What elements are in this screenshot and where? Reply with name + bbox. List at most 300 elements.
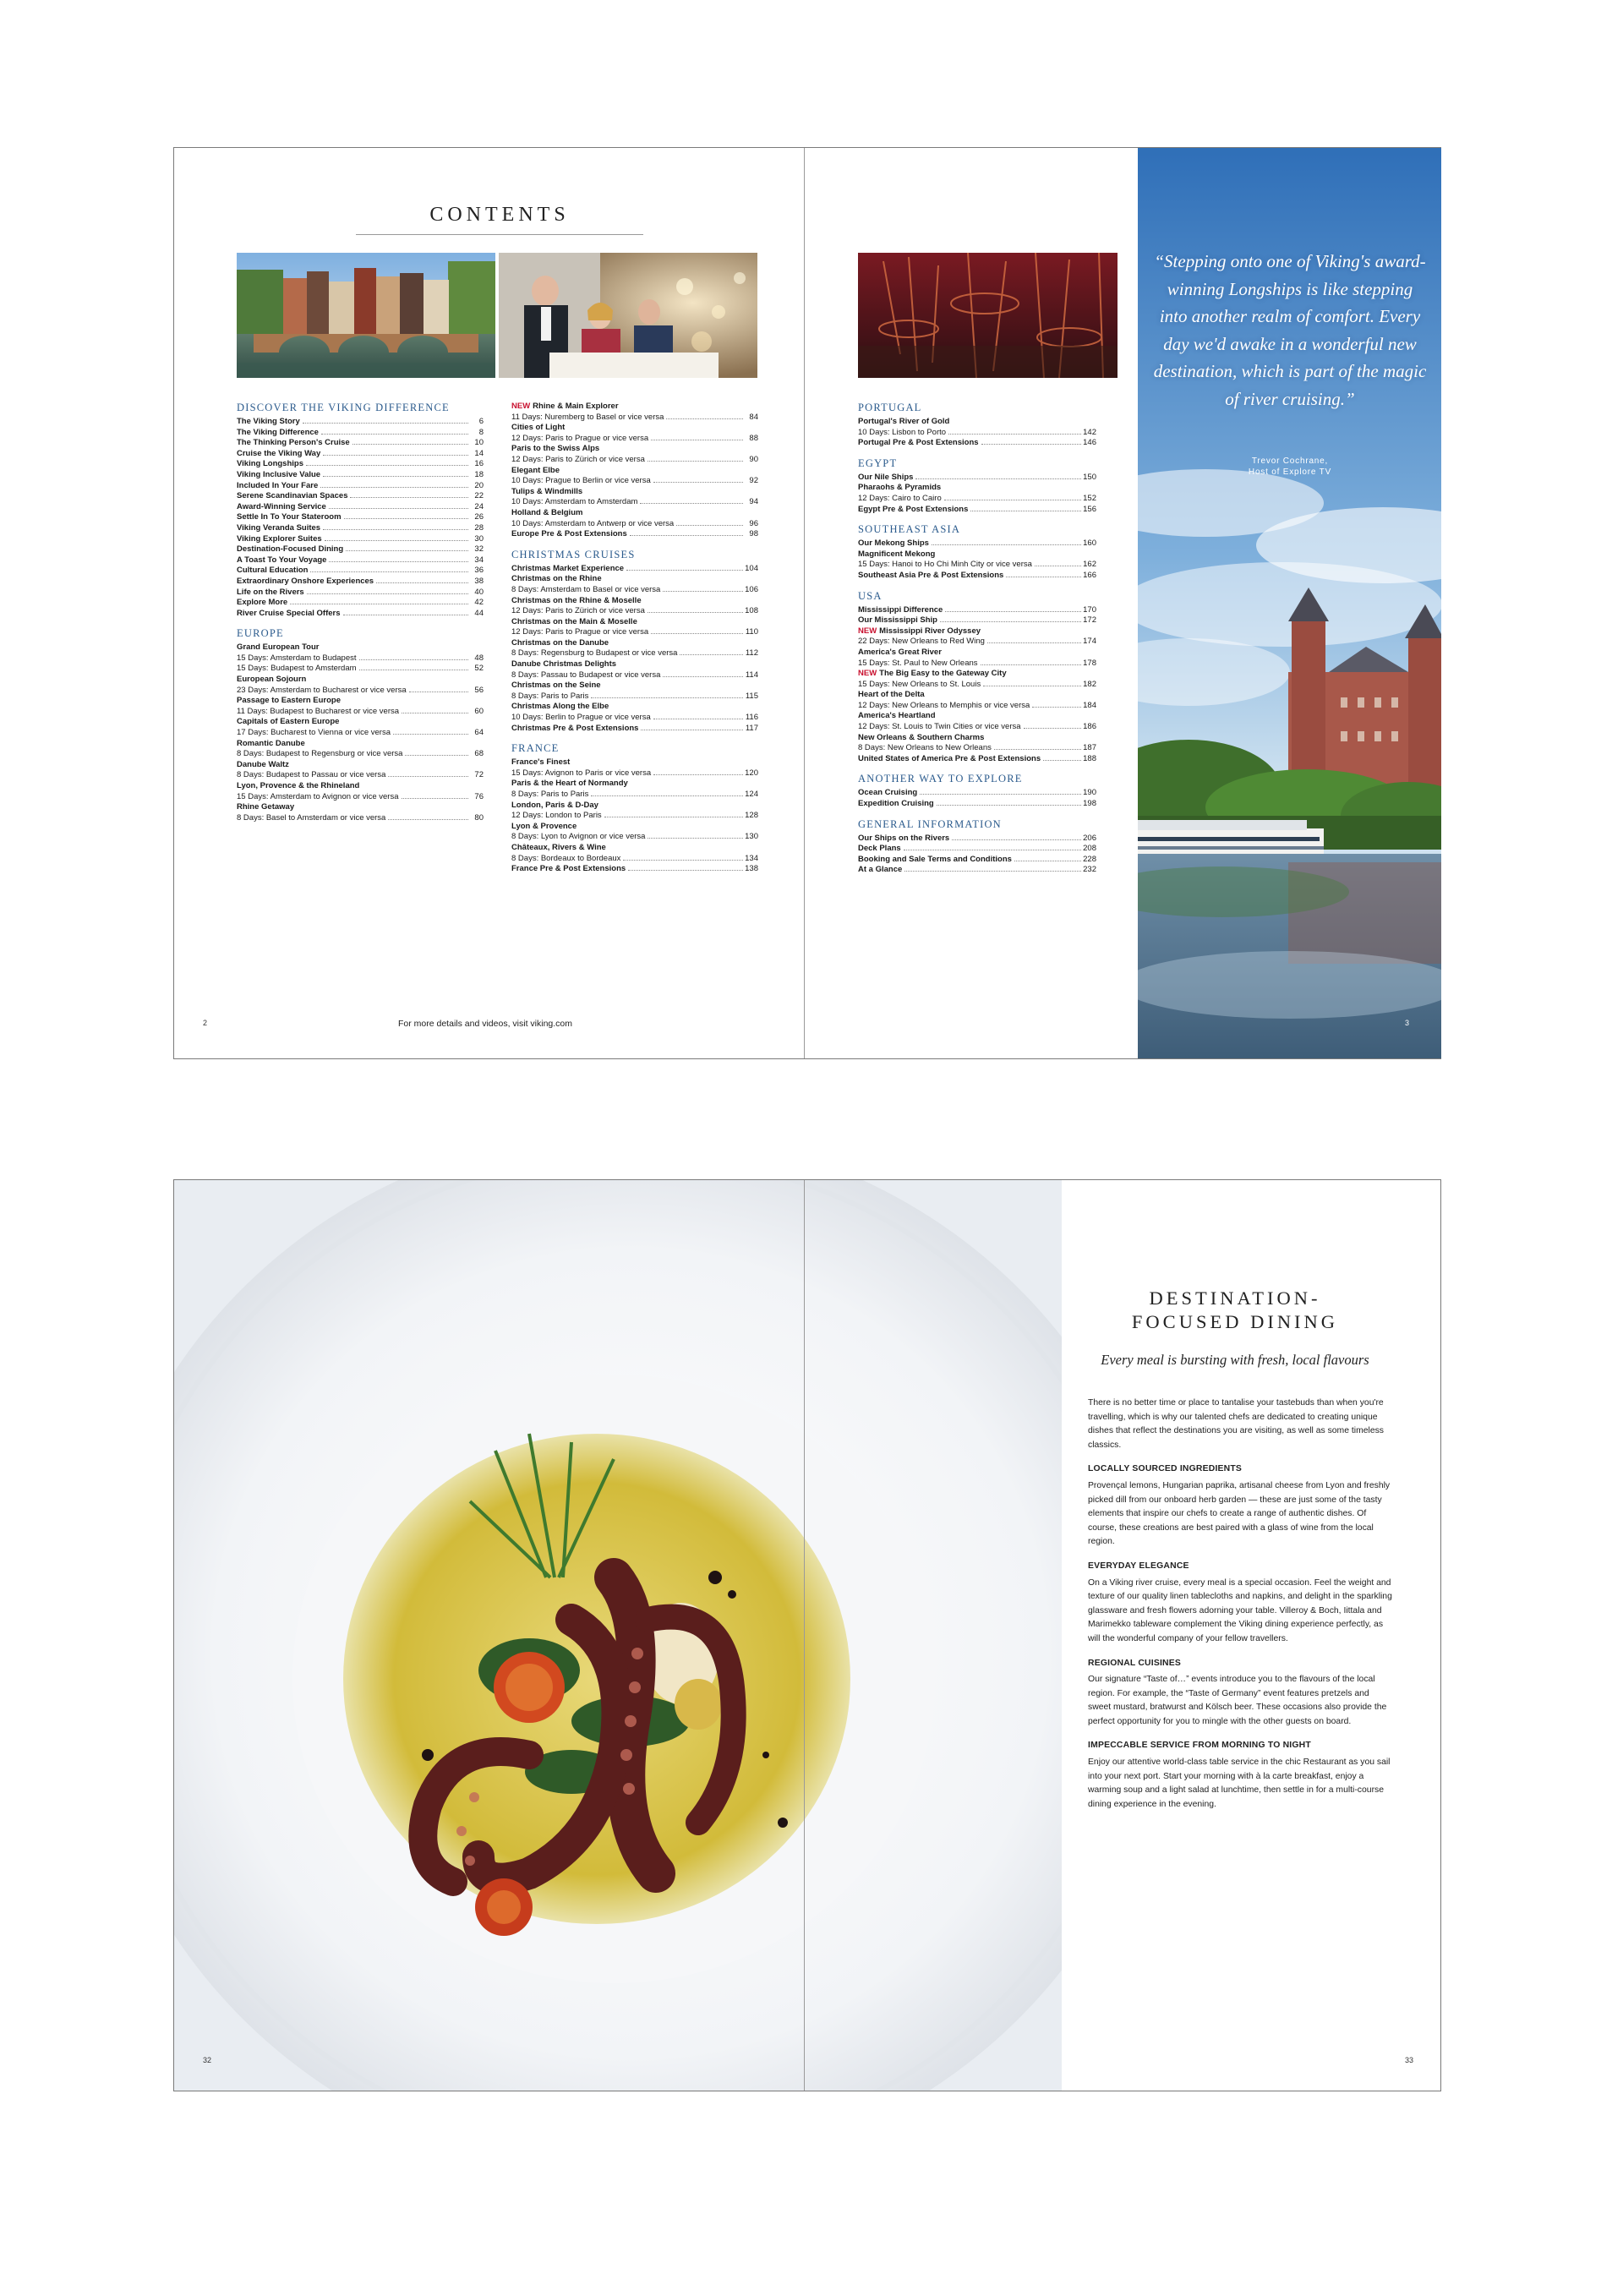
toc-section-heading: EGYPT <box>858 456 898 469</box>
new-badge: NEW <box>858 626 877 636</box>
toc-entry-label: Tulips & Windmills <box>511 486 583 496</box>
toc-page-number: 30 <box>474 533 484 544</box>
toc-entry-label: 12 Days: Paris to Prague or vice versa <box>511 433 649 443</box>
toc-entry-label: Viking Veranda Suites <box>237 522 321 533</box>
dot-leader <box>359 659 468 660</box>
toc-spacer <box>511 540 758 549</box>
toc-itinerary-entry <box>237 728 484 739</box>
dot-leader <box>648 838 743 839</box>
toc-entry-label: 15 Days: Avignon to Paris or vice versa <box>511 768 652 778</box>
dot-leader <box>350 497 468 498</box>
toc-page-number: 28 <box>474 522 484 533</box>
toc-itinerary-entry <box>237 813 484 824</box>
toc-page-number: 22 <box>474 491 484 501</box>
toc-section-heading: DISCOVER THE VIKING DIFFERENCE <box>237 402 450 413</box>
toc-entry <box>858 505 1096 516</box>
toc-entry-label: Capitals of Eastern Europe <box>237 717 340 727</box>
page-number-left: 2 <box>203 1019 208 1027</box>
toc-entry <box>511 843 758 854</box>
dot-leader <box>307 593 468 594</box>
toc-itinerary-entry <box>237 664 484 675</box>
toc-itinerary-entry <box>237 792 484 803</box>
octopus-dish-photo <box>174 1180 1062 2091</box>
toc-page-number: 8 <box>478 427 484 437</box>
toc-entry <box>237 781 484 792</box>
toc-entry <box>237 717 484 728</box>
dot-leader <box>323 455 468 456</box>
toc-spacer <box>858 764 1096 773</box>
dot-leader <box>623 860 743 861</box>
toc-entry-label: London, Paris & D-Day <box>511 800 598 810</box>
toc-entry-label: Mississippi Difference <box>858 604 943 615</box>
toc-entry <box>237 566 484 577</box>
toc-entry-label: 15 Days: Amsterdam to Budapest <box>237 653 357 663</box>
toc-spacer <box>511 734 758 742</box>
toc-entry-label: 10 Days: Prague to Berlin or vice versa <box>511 476 651 486</box>
toc-page-number: 187 <box>1083 743 1096 753</box>
toc-entry-label: Portugal Pre & Post Extensions <box>858 438 979 448</box>
toc-section-heading: EUROPE <box>237 627 284 640</box>
amsterdam-canal-photo <box>237 253 495 378</box>
toc-page-number: 10 <box>474 438 484 448</box>
toc-page-number: 172 <box>1083 615 1096 626</box>
dot-leader <box>680 654 743 655</box>
toc-section-heading: SOUTHEAST ASIA <box>858 523 961 536</box>
toc-itinerary-entry <box>511 811 758 822</box>
toc-page-number: 44 <box>474 608 484 618</box>
toc-entry <box>237 523 484 534</box>
toc-page-number: 40 <box>474 587 484 597</box>
toc-entry <box>511 724 758 735</box>
toc-entry <box>511 596 758 607</box>
dot-leader <box>388 819 468 820</box>
title-rule <box>356 234 643 235</box>
toc-entry-label: Settle In To Your Stateroom <box>237 512 342 522</box>
toc-entry-label: 15 Days: St. Paul to New Orleans <box>858 658 978 668</box>
toc-page-number: 112 <box>745 648 758 659</box>
toc-entry-label: 12 Days: Cairo to Cairo <box>858 493 942 503</box>
toc-page-number: 206 <box>1083 833 1096 843</box>
toc-page-number: 228 <box>1083 854 1096 864</box>
toc-entry <box>858 605 1096 616</box>
toc-page-number: 34 <box>474 555 484 565</box>
toc-itinerary-entry <box>858 743 1096 754</box>
toc-entry-label: A Toast To Your Voyage <box>237 555 327 565</box>
toc-page-number: 20 <box>474 480 484 490</box>
toc-entry <box>858 615 1096 626</box>
dining-intro: There is no better time or place to tantalise your tastebuds than when you're travelling, which is why our talented chefs are dedicated to creating unique dishes that reflect the destinations you are visiting, as well as some timeless classics. <box>1088 1398 1384 1450</box>
toc-page-number: 128 <box>745 811 758 821</box>
toc-page-number: 16 <box>474 459 484 469</box>
toc-page-number: 160 <box>1083 538 1096 549</box>
toc-column-2 <box>511 402 758 875</box>
toc-page-number: 134 <box>745 853 758 863</box>
dot-leader <box>329 561 468 562</box>
toc-entry-label: 8 Days: New Orleans to New Orleans <box>858 743 992 753</box>
dot-leader <box>981 664 1081 665</box>
toc-page-number: 186 <box>1083 722 1096 732</box>
toc-page-number: 48 <box>474 653 484 663</box>
toc-section-heading: FRANCE <box>511 742 560 755</box>
toc-itinerary-entry <box>511 519 758 530</box>
dot-leader <box>945 611 1081 612</box>
toc-entry-label: Passage to Eastern Europe <box>237 696 342 706</box>
toc-entry-label: Explore More <box>237 598 288 608</box>
dining-title <box>1074 1287 1396 1334</box>
toc-entry-label: Booking and Sale Terms and Conditions <box>858 854 1012 864</box>
toc-entry-label: Expedition Cruising <box>858 799 934 809</box>
toc-entry-label: The Big Easy to the Gateway City <box>879 669 1007 679</box>
toc-page-number: 36 <box>474 566 484 576</box>
toc-itinerary-entry <box>237 749 484 760</box>
toc-page-number: 68 <box>474 749 484 759</box>
page-number-right: 3 <box>1405 1019 1410 1027</box>
dot-leader <box>653 774 743 775</box>
toc-entry-label: Cultural Education <box>237 566 309 576</box>
toc-page-number: 120 <box>745 768 758 778</box>
toc-entry-label: 8 Days: Budapest to Passau or vice versa <box>237 770 386 780</box>
toc-entry-label: Christmas on the Rhine <box>511 574 602 584</box>
section-heading: REGIONAL CUISINES <box>1088 1658 1182 1668</box>
toc-entry-label: 12 Days: St. Louis to Twin Cities or vice versa <box>858 722 1021 732</box>
toc-entry <box>237 598 484 609</box>
toc-section-heading: CHRISTMAS CRUISES <box>511 548 636 560</box>
toc-itinerary-entry <box>511 497 758 508</box>
toc-entry <box>858 538 1096 549</box>
toc-entry-label: 10 Days: Berlin to Prague or vice versa <box>511 713 651 723</box>
toc-itinerary-entry <box>511 585 758 596</box>
toc-entry <box>511 702 758 713</box>
toc-entry <box>511 617 758 628</box>
toc-entry-label: France's Finest <box>511 757 571 768</box>
dot-leader <box>320 487 468 488</box>
toc-page-number: 14 <box>474 448 484 458</box>
dot-leader <box>388 776 468 777</box>
dot-leader <box>666 418 743 419</box>
dot-leader <box>648 461 743 462</box>
toc-entry-label: Award-Winning Service <box>237 501 326 511</box>
section-text: Enjoy our attentive world-class table service in the chic Restaurant as you sail into your next port. Start your morning with à la carte breakfast, enjoy a warming soup and a light salad at lunchtime, then settle in for a multi-course dining experience in the evening. <box>1088 1758 1391 1809</box>
dot-leader <box>653 482 743 483</box>
toc-entry <box>237 512 484 523</box>
toc-entry <box>237 502 484 513</box>
toc-entry <box>511 402 758 413</box>
section-heading: IMPECCABLE SERVICE FROM MORNING TO NIGHT <box>1088 1741 1311 1751</box>
toc-page-number: 124 <box>745 790 758 799</box>
toc-page-number: 115 <box>745 691 758 701</box>
toc-page-number: 80 <box>474 812 484 823</box>
toc-page-number: 6 <box>478 417 484 426</box>
toc-entry-label: 8 Days: Amsterdam to Basel or vice versa <box>511 584 661 594</box>
toc-page-number: 104 <box>745 563 758 573</box>
toc-entry <box>858 799 1096 810</box>
toc-entry-label: 8 Days: Paris to Paris <box>511 691 589 701</box>
toc-entry-label: Lyon & Provence <box>511 821 577 831</box>
toc-entry <box>511 444 758 455</box>
toc-page-number: 56 <box>474 685 484 695</box>
dot-leader <box>630 535 743 536</box>
contents-spread <box>173 147 1441 1059</box>
toc-page-number: 138 <box>745 864 758 874</box>
toc-page-number: 156 <box>1083 504 1096 514</box>
toc-entry-label: 11 Days: Budapest to Bucharest or vice versa <box>237 706 400 716</box>
toc-entry <box>237 459 484 470</box>
dot-leader <box>987 642 1081 643</box>
section-heading: LOCALLY SOURCED INGREDIENTS <box>1088 1464 1243 1474</box>
dining-body <box>1088 1397 1392 1822</box>
toc-entry-label: Heart of the Delta <box>858 690 925 700</box>
toc-entry-label: Extraordinary Onshore Experiences <box>237 576 374 586</box>
toc-page-number: 84 <box>749 412 758 422</box>
footer-website: For more details and videos, visit viking.com <box>398 1019 572 1029</box>
toc-entry-label: 15 Days: Amsterdam to Avignon or vice versa <box>237 791 399 801</box>
toc-entry-label: The Viking Story <box>237 417 300 426</box>
dot-leader <box>663 676 743 677</box>
toc-section-heading: ANOTHER WAY TO EXPLORE <box>858 773 1023 785</box>
toc-entry-label: Magnificent Mekong <box>858 549 936 559</box>
toc-entry-label: Deck Plans <box>858 844 901 854</box>
dot-leader <box>376 582 468 583</box>
toc-itinerary-entry <box>858 637 1096 648</box>
toc-entry-label: 11 Days: Nuremberg to Basel or vice versa <box>511 412 664 422</box>
toc-page-number: 72 <box>474 770 484 780</box>
toc-entry-label: Grand European Tour <box>237 642 320 653</box>
page-fold <box>804 148 805 1058</box>
toc-page-number: 184 <box>1083 700 1096 710</box>
dining-title-line-1: DESTINATION- <box>1149 1287 1321 1309</box>
toc-entry-label: Christmas Along the Elbe <box>511 702 609 712</box>
dot-leader <box>940 621 1081 622</box>
toc-page-number: 178 <box>1083 658 1096 668</box>
toc-page-number: 117 <box>745 723 758 733</box>
dot-leader <box>1043 760 1081 761</box>
toc-entry-label: Christmas on the Main & Moselle <box>511 616 637 626</box>
toc-page-number: 146 <box>1083 438 1096 448</box>
toc-entry <box>237 642 484 653</box>
toc-page-number: 116 <box>745 713 758 723</box>
toc-page-number: 130 <box>745 832 758 842</box>
toc-itinerary-entry <box>511 476 758 487</box>
toc-entry-label: Mississippi River Odyssey <box>879 626 981 636</box>
toc-entry <box>511 508 758 519</box>
toc-entry <box>858 473 1096 484</box>
toc-entry-label: Our Mekong Ships <box>858 538 929 549</box>
toc-entry-label: The Thinking Person's Cruise <box>237 438 350 448</box>
toc-entry-label: Viking Longships <box>237 459 303 469</box>
toc-entry-label: Destination-Focused Dining <box>237 544 344 555</box>
dot-leader <box>591 795 743 796</box>
toc-entry-label: Elegant Elbe <box>511 465 560 475</box>
toc-entry <box>237 760 484 771</box>
toc-entry-label: Christmas Pre & Post Extensions <box>511 723 639 733</box>
toc-page-number: 198 <box>1083 799 1096 809</box>
dot-leader <box>352 444 468 445</box>
toc-entry <box>237 544 484 555</box>
quote-author-role: Host of Explore TV <box>1248 467 1332 477</box>
toc-page-number: 152 <box>1083 493 1096 503</box>
toc-entry-label: Egypt Pre & Post Extensions <box>858 504 969 514</box>
toc-page-number: 182 <box>1083 679 1096 689</box>
dot-leader <box>325 540 468 541</box>
toc-page-number: 52 <box>474 664 484 674</box>
toc-entry-label: 22 Days: New Orleans to Red Wing <box>858 637 985 647</box>
dining-spread <box>173 1179 1441 2091</box>
toc-entry-label: Our Ships on the Rivers <box>858 833 950 843</box>
toc-entry-label: Romantic Danube <box>237 738 305 748</box>
toc-entry-label: 12 Days: New Orleans to Memphis or vice versa <box>858 700 1030 710</box>
toc-itinerary-entry <box>511 455 758 466</box>
dot-leader <box>628 870 743 871</box>
toc-entry-label: Pharaohs & Pyramids <box>858 483 942 493</box>
toc-entry-label: America's Heartland <box>858 711 936 721</box>
dot-leader <box>1024 728 1081 729</box>
toc-entry-label: Ocean Cruising <box>858 788 918 798</box>
toc-entry <box>237 588 484 599</box>
toc-itinerary-entry <box>858 494 1096 505</box>
toc-entry <box>511 564 758 575</box>
contents-title: CONTENTS <box>429 204 570 226</box>
page-number-left: 32 <box>203 2056 212 2064</box>
toc-spacer <box>858 515 1096 523</box>
toc-page-number: 106 <box>745 584 758 594</box>
toc-page-number: 94 <box>749 497 758 507</box>
toc-itinerary-entry <box>511 413 758 424</box>
toc-entry-label: 10 Days: Amsterdam to Antwerp or vice versa <box>511 518 675 528</box>
toc-entry-label: Danube Christmas Delights <box>511 659 617 670</box>
toc-entry-label: Viking Explorer Suites <box>237 533 322 544</box>
dot-leader <box>306 465 468 466</box>
toc-itinerary-entry <box>511 790 758 801</box>
toc-entry-label: Christmas on the Danube <box>511 637 609 648</box>
toc-entry-label: Portugal's River of Gold <box>858 417 950 426</box>
toc-entry-label: The Viking Difference <box>237 427 319 437</box>
toc-entry <box>511 574 758 585</box>
toc-itinerary-entry <box>511 768 758 779</box>
toc-entry-label: European Sojourn <box>237 675 307 685</box>
toc-page-number: 170 <box>1083 604 1096 615</box>
toc-page-number: 142 <box>1083 427 1096 437</box>
page-number-right: 33 <box>1405 2056 1414 2064</box>
dot-leader <box>948 434 1081 435</box>
dining-title-line-2: FOCUSED DINING <box>1131 1311 1339 1332</box>
toc-entry-label: Viking Inclusive Value <box>237 469 321 479</box>
toc-entry <box>237 481 484 492</box>
dot-leader <box>1032 707 1081 708</box>
toc-entry <box>858 571 1096 582</box>
incense-coils-photo <box>858 253 1118 378</box>
toc-itinerary-entry <box>511 854 758 865</box>
toc-entry <box>237 491 484 502</box>
dot-leader <box>344 518 468 519</box>
toc-itinerary-entry <box>237 686 484 697</box>
toc-entry-label: Christmas on the Seine <box>511 681 601 691</box>
toc-entry-label: 8 Days: Basel to Amsterdam or vice versa <box>237 812 386 823</box>
dot-leader <box>346 550 468 551</box>
toc-page-number: 42 <box>474 598 484 608</box>
toc-itinerary-entry <box>858 428 1096 439</box>
dot-leader <box>663 591 743 592</box>
toc-page-number: 32 <box>474 544 484 555</box>
toc-page-number: 174 <box>1083 637 1096 647</box>
toc-page-number: 110 <box>745 627 758 637</box>
toc-entry-label: United States of America Pre & Post Extensions <box>858 753 1041 763</box>
toc-entry-label: Christmas on the Rhine & Moselle <box>511 595 642 605</box>
toc-entry <box>858 690 1096 701</box>
toc-entry-label: Danube Waltz <box>237 759 289 769</box>
toc-entry-label: 8 Days: Budapest to Regensburg or vice versa <box>237 749 403 759</box>
new-badge: NEW <box>858 669 877 679</box>
toc-itinerary-entry <box>511 713 758 724</box>
toc-entry-label: Cities of Light <box>511 423 566 433</box>
toc-entry-label: 15 Days: Budapest to Amsterdam <box>237 664 357 674</box>
toc-entry-label: 17 Days: Bucharest to Vienna or vice versa <box>237 728 391 738</box>
toc-spacer <box>237 619 484 627</box>
toc-entry-label: Holland & Belgium <box>511 507 583 517</box>
toc-page-number: 24 <box>474 501 484 511</box>
toc-itinerary-entry <box>511 692 758 702</box>
toc-entry <box>511 659 758 670</box>
toc-page-number: 60 <box>474 706 484 716</box>
dot-leader <box>994 749 1081 750</box>
toc-entry <box>858 648 1096 659</box>
toc-entry <box>858 669 1096 680</box>
toc-entry-label: River Cruise Special Offers <box>237 608 341 618</box>
new-badge: NEW <box>511 402 531 411</box>
toc-itinerary-entry <box>237 770 484 781</box>
dot-leader <box>626 570 743 571</box>
toc-entry-label: Paris & the Heart of Normandy <box>511 779 628 789</box>
toc-page-number: 88 <box>749 433 758 443</box>
toc-entry <box>237 802 484 813</box>
toc-entry <box>237 449 484 460</box>
toc-entry <box>237 675 484 686</box>
toc-entry-label: Serene Scandinavian Spaces <box>237 491 348 501</box>
toc-entry-label: Rhine & Main Explorer <box>533 402 619 411</box>
toc-entry-label: Châteaux, Rivers & Wine <box>511 842 606 852</box>
toc-entry-label: Our Mississippi Ship <box>858 615 937 626</box>
toc-entry-label: 15 Days: New Orleans to St. Louis <box>858 679 981 689</box>
dot-leader <box>640 503 743 504</box>
toc-entry <box>511 529 758 540</box>
toc-entry <box>511 757 758 768</box>
toc-entry <box>858 483 1096 494</box>
toc-itinerary-entry <box>858 680 1096 691</box>
toc-entry <box>858 733 1096 744</box>
dot-leader <box>932 544 1081 545</box>
toc-section-heading: PORTUGAL <box>858 402 922 413</box>
toc-page-number: 18 <box>474 469 484 479</box>
toc-page-number: 64 <box>474 728 484 738</box>
toc-page-number: 26 <box>474 512 484 522</box>
toc-entry <box>511 638 758 649</box>
toc-spacer <box>858 582 1096 590</box>
toc-entry <box>858 855 1096 866</box>
toc-itinerary-entry <box>511 434 758 445</box>
toc-entry-label: 8 Days: Regensburg to Budapest or vice versa <box>511 648 678 659</box>
toc-itinerary-entry <box>858 701 1096 712</box>
toc-entry <box>858 754 1096 765</box>
toc-entry-label: France Pre & Post Extensions <box>511 864 626 874</box>
toc-entry <box>511 487 758 498</box>
dining-subtitle: Every meal is bursting with fresh, local flavours <box>1101 1352 1369 1368</box>
quote-author-name: Trevor Cochrane, <box>1251 456 1329 466</box>
dot-leader <box>321 434 468 435</box>
toc-page-number: 98 <box>749 529 758 539</box>
toc-page-number: 108 <box>745 606 758 616</box>
dot-leader <box>303 423 468 424</box>
toc-entry <box>858 834 1096 845</box>
toc-page-number: 188 <box>1083 753 1096 763</box>
